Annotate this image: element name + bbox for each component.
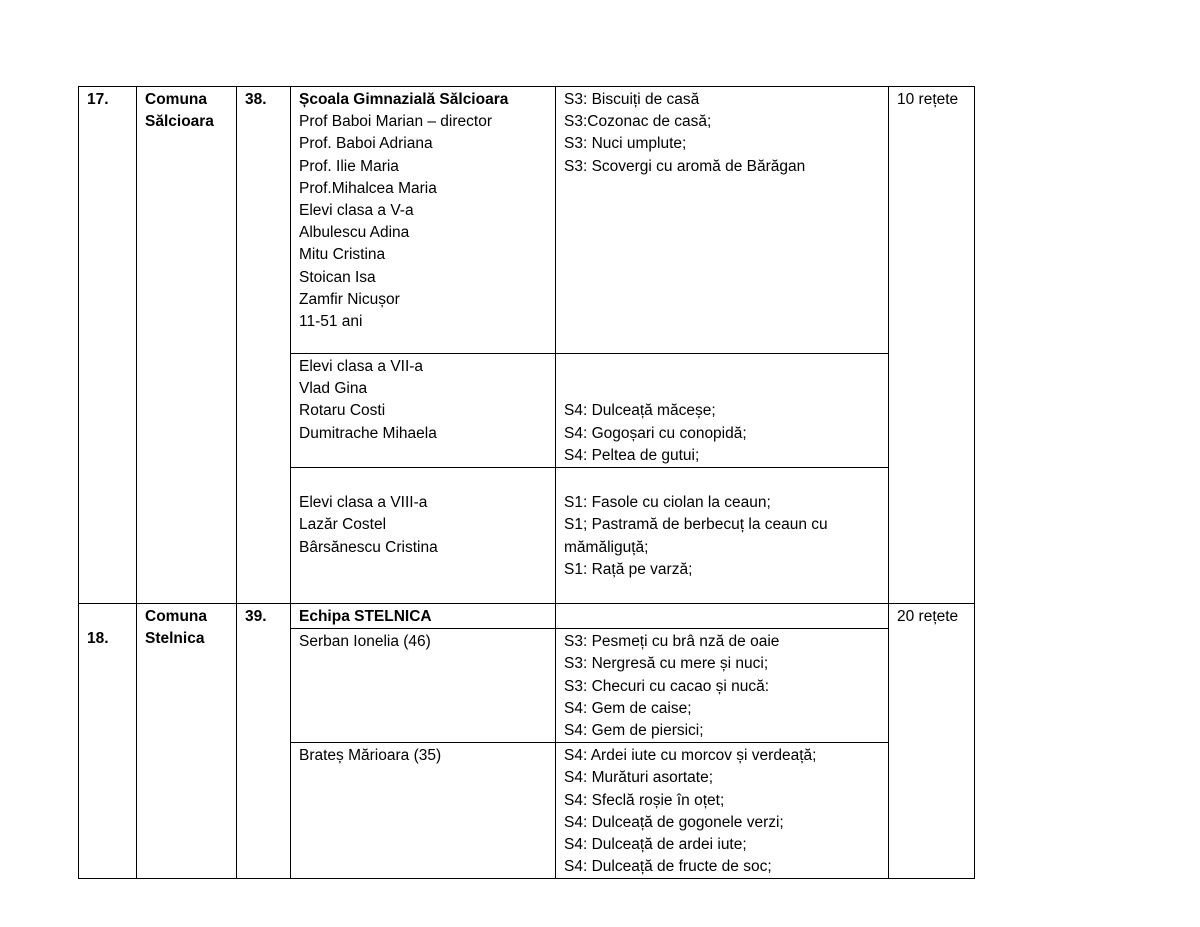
participants-cell <box>291 467 556 603</box>
text-line: Albulescu Adina <box>299 224 410 242</box>
recipes-cell <box>556 87 889 354</box>
text-line: Bârsănescu Cristina <box>299 538 438 556</box>
participants-cell <box>291 629 556 743</box>
recipes-cell <box>556 467 889 603</box>
text-line: Rotaru Costi <box>299 402 386 420</box>
text-line: S3: Pesmeți cu brâ nză de oaie <box>564 633 780 651</box>
text-line: Lazăr Costel <box>299 516 387 534</box>
text-line: Serban Ionelia (46) <box>299 633 431 651</box>
participants-cell <box>291 354 556 468</box>
school-title: Școala Gimnazială Sălcioara <box>299 91 509 108</box>
recipe-total: 10 rețete <box>889 87 975 604</box>
text-line: S4: Gem de piersici; <box>564 722 704 739</box>
text-line: Elevi clasa a VIII-a <box>299 494 428 512</box>
text-line: Prof Baboi Marian – director <box>299 113 492 131</box>
text-line: S3: Biscuiți de casă <box>564 91 700 108</box>
text-line: S1; Pastramă de berbecuț la ceaun cu <box>564 516 828 534</box>
text-line: Prof.Mihalcea Maria <box>299 179 437 197</box>
text-line: Vlad Gina <box>299 380 368 398</box>
text-line: Mitu Cristina <box>299 246 386 264</box>
text-line: S4: Dulceață de fructe de soc; <box>564 858 772 876</box>
text-line: Stelnica <box>145 630 205 648</box>
text-line: S4: Sfeclă roșie în oțet; <box>564 791 725 809</box>
text-line: S1: Rață pe varză; <box>564 560 693 578</box>
commune-name <box>137 603 237 878</box>
recipes-cell <box>556 603 889 628</box>
text-line: S4: Gogoșari cu conopidă; <box>564 424 747 442</box>
entry-index: 39. <box>237 603 291 878</box>
text-line: Prof. Baboi Adriana <box>299 135 433 153</box>
text-line: S3: Nuci umplute; <box>564 135 687 153</box>
text-line: S4: Gem de caise; <box>564 699 692 717</box>
text-line: Comuna <box>145 91 207 108</box>
table-row <box>79 603 975 628</box>
entry-index: 38. <box>237 87 291 604</box>
recipes-table <box>78 86 975 879</box>
recipes-cell <box>556 629 889 743</box>
commune-name <box>137 87 237 604</box>
text-line: Elevi clasa a VII-a <box>299 358 424 375</box>
text-line: Dumitrache Mihaela <box>299 424 437 442</box>
text-line: 18. <box>87 630 109 648</box>
text-line: 11-51 ani <box>299 313 363 331</box>
text-line: S4: Dulceață de ardei iute; <box>564 836 747 854</box>
text-line: S4: Dulceață de gogonele verzi; <box>564 813 784 831</box>
participants-cell <box>291 87 556 354</box>
recipe-total: 20 rețete <box>889 603 975 878</box>
text-line: S3: Checuri cu cacao și nucă: <box>564 677 770 695</box>
text-line: S4: Ardei iute cu morcov și verdeață; <box>564 747 817 765</box>
text-line: Prof. Ilie Maria <box>299 157 399 175</box>
table-row <box>79 87 975 354</box>
team-title: Echipa STELNICA <box>299 607 432 625</box>
row-number: 17. <box>79 87 137 604</box>
text-line: S4: Dulceață măceșe; <box>564 402 716 420</box>
text-line: S3: Scovergi cu aromă de Bărăgan <box>564 157 806 175</box>
text-line: Comuna <box>145 607 207 625</box>
text-line: Sălcioara <box>145 113 214 131</box>
participants-cell <box>291 743 556 879</box>
recipes-cell <box>556 354 889 468</box>
team-title-cell <box>291 603 556 628</box>
text-line: S3:Cozonac de casă; <box>564 113 712 131</box>
row-number <box>79 603 137 878</box>
text-line: Elevi clasa a V-a <box>299 202 414 220</box>
text-line: mămăliguță; <box>564 538 649 556</box>
recipes-cell <box>556 743 889 879</box>
text-line: Brateș Mărioara (35) <box>299 747 442 765</box>
text-line: Zamfir Nicușor <box>299 290 400 308</box>
text-line: S3: Nergresă cu mere și nuci; <box>564 655 769 673</box>
text-line: Stoican Isa <box>299 268 376 286</box>
text-line: S4: Murături asortate; <box>564 769 714 787</box>
text-line: S1: Fasole cu ciolan la ceaun; <box>564 494 771 512</box>
text-line: S4: Peltea de gutui; <box>564 446 700 464</box>
